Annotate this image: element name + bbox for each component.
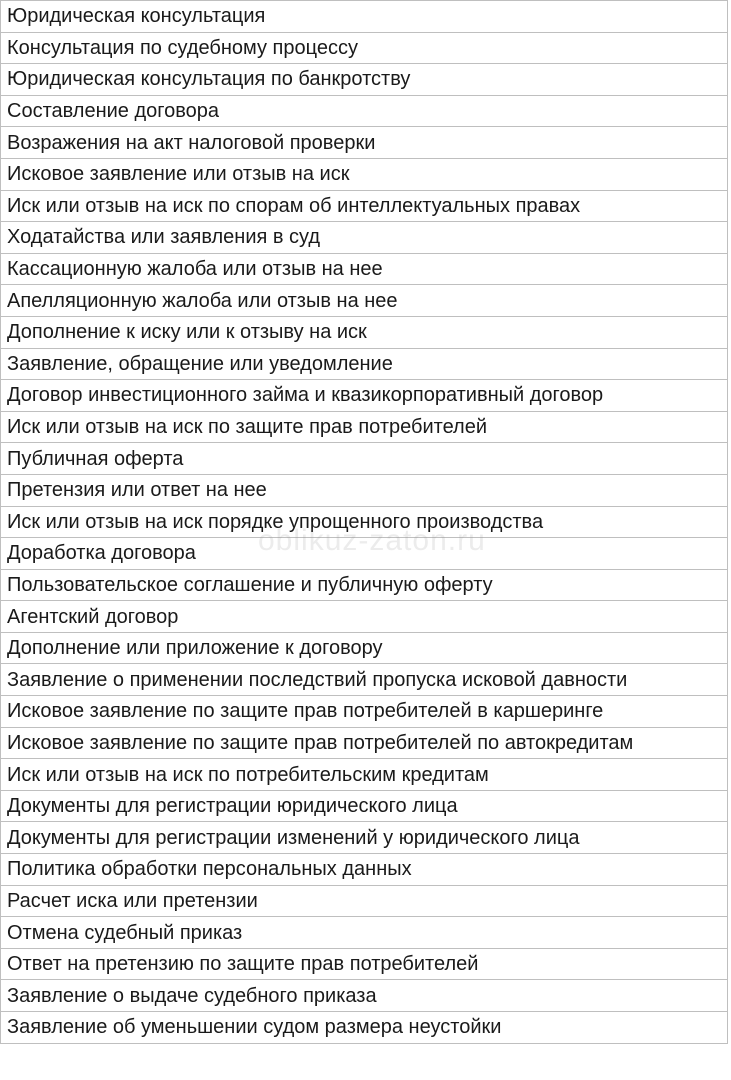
table-row — [1, 1, 728, 33]
service-cell: Ходатайства или заявления в суд — [1, 222, 728, 254]
service-cell: Расчет иска или претензии — [1, 885, 728, 917]
service-cell: Заявление о выдаче судебного приказа — [1, 980, 728, 1012]
service-cell: Исковое заявление по защите прав потребителей по автокредитам — [1, 727, 728, 759]
table-row — [1, 854, 728, 886]
table-row — [1, 474, 728, 506]
service-cell: Заявление о применении последствий пропуска исковой давности — [1, 664, 728, 696]
table-row — [1, 222, 728, 254]
table-row — [1, 790, 728, 822]
service-cell: Апелляционную жалоба или отзыв на нее — [1, 285, 728, 317]
service-cell: Иск или отзыв на иск по защите прав потребителей — [1, 411, 728, 443]
service-cell: Отмена судебный приказ — [1, 917, 728, 949]
table-row — [1, 538, 728, 570]
service-cell: Доработка договора — [1, 538, 728, 570]
service-cell: Политика обработки персональных данных — [1, 854, 728, 886]
table-row — [1, 411, 728, 443]
service-cell: Документы для регистрации юридического лица — [1, 790, 728, 822]
table-row — [1, 664, 728, 696]
service-cell: Заявление, обращение или уведомление — [1, 348, 728, 380]
table-row — [1, 64, 728, 96]
table-row — [1, 759, 728, 791]
table-row — [1, 696, 728, 728]
table-row — [1, 127, 728, 159]
table-row — [1, 32, 728, 64]
service-cell: Документы для регистрации изменений у юридического лица — [1, 822, 728, 854]
service-cell: Публичная оферта — [1, 443, 728, 475]
service-cell: Кассационную жалоба или отзыв на нее — [1, 253, 728, 285]
table-row — [1, 727, 728, 759]
table-row — [1, 885, 728, 917]
table-row — [1, 285, 728, 317]
service-cell: Пользовательское соглашение и публичную оферту — [1, 569, 728, 601]
service-cell: Иск или отзыв на иск порядке упрощенного производства — [1, 506, 728, 538]
table-row — [1, 506, 728, 538]
service-cell: Ответ на претензию по защите прав потребителей — [1, 948, 728, 980]
table-row — [1, 1012, 728, 1044]
service-cell: Исковое заявление или отзыв на иск — [1, 158, 728, 190]
table-row — [1, 348, 728, 380]
service-cell: Иск или отзыв на иск по спорам об интеллектуальных правах — [1, 190, 728, 222]
service-cell: Агентский договор — [1, 601, 728, 633]
service-cell: Составление договора — [1, 95, 728, 127]
service-cell: Заявление об уменьшении судом размера неустойки — [1, 1012, 728, 1044]
table-row — [1, 601, 728, 633]
table-row — [1, 253, 728, 285]
table-row — [1, 569, 728, 601]
watermark: oblikuz-zaton.ru — [258, 524, 486, 557]
table-row — [1, 632, 728, 664]
table-row — [1, 822, 728, 854]
table-row — [1, 316, 728, 348]
table-row — [1, 980, 728, 1012]
service-cell: Иск или отзыв на иск по потребительским кредитам — [1, 759, 728, 791]
service-cell: Консультация по судебному процессу — [1, 32, 728, 64]
service-cell: Юридическая консультация по банкротству — [1, 64, 728, 96]
table-row — [1, 948, 728, 980]
table-row — [1, 158, 728, 190]
service-cell: Возражения на акт налоговой проверки — [1, 127, 728, 159]
table-row — [1, 443, 728, 475]
services-table-body — [1, 1, 728, 1044]
service-cell: Дополнение к иску или к отзыву на иск — [1, 316, 728, 348]
service-cell: Исковое заявление по защите прав потребителей в каршеринге — [1, 696, 728, 728]
table-row — [1, 380, 728, 412]
service-cell: Претензия или ответ на нее — [1, 474, 728, 506]
table-row — [1, 95, 728, 127]
service-cell: Договор инвестиционного займа и квазикорпоративный договор — [1, 380, 728, 412]
service-cell: Дополнение или приложение к договору — [1, 632, 728, 664]
table-row — [1, 190, 728, 222]
service-cell: Юридическая консультация — [1, 1, 728, 33]
table-row — [1, 917, 728, 949]
